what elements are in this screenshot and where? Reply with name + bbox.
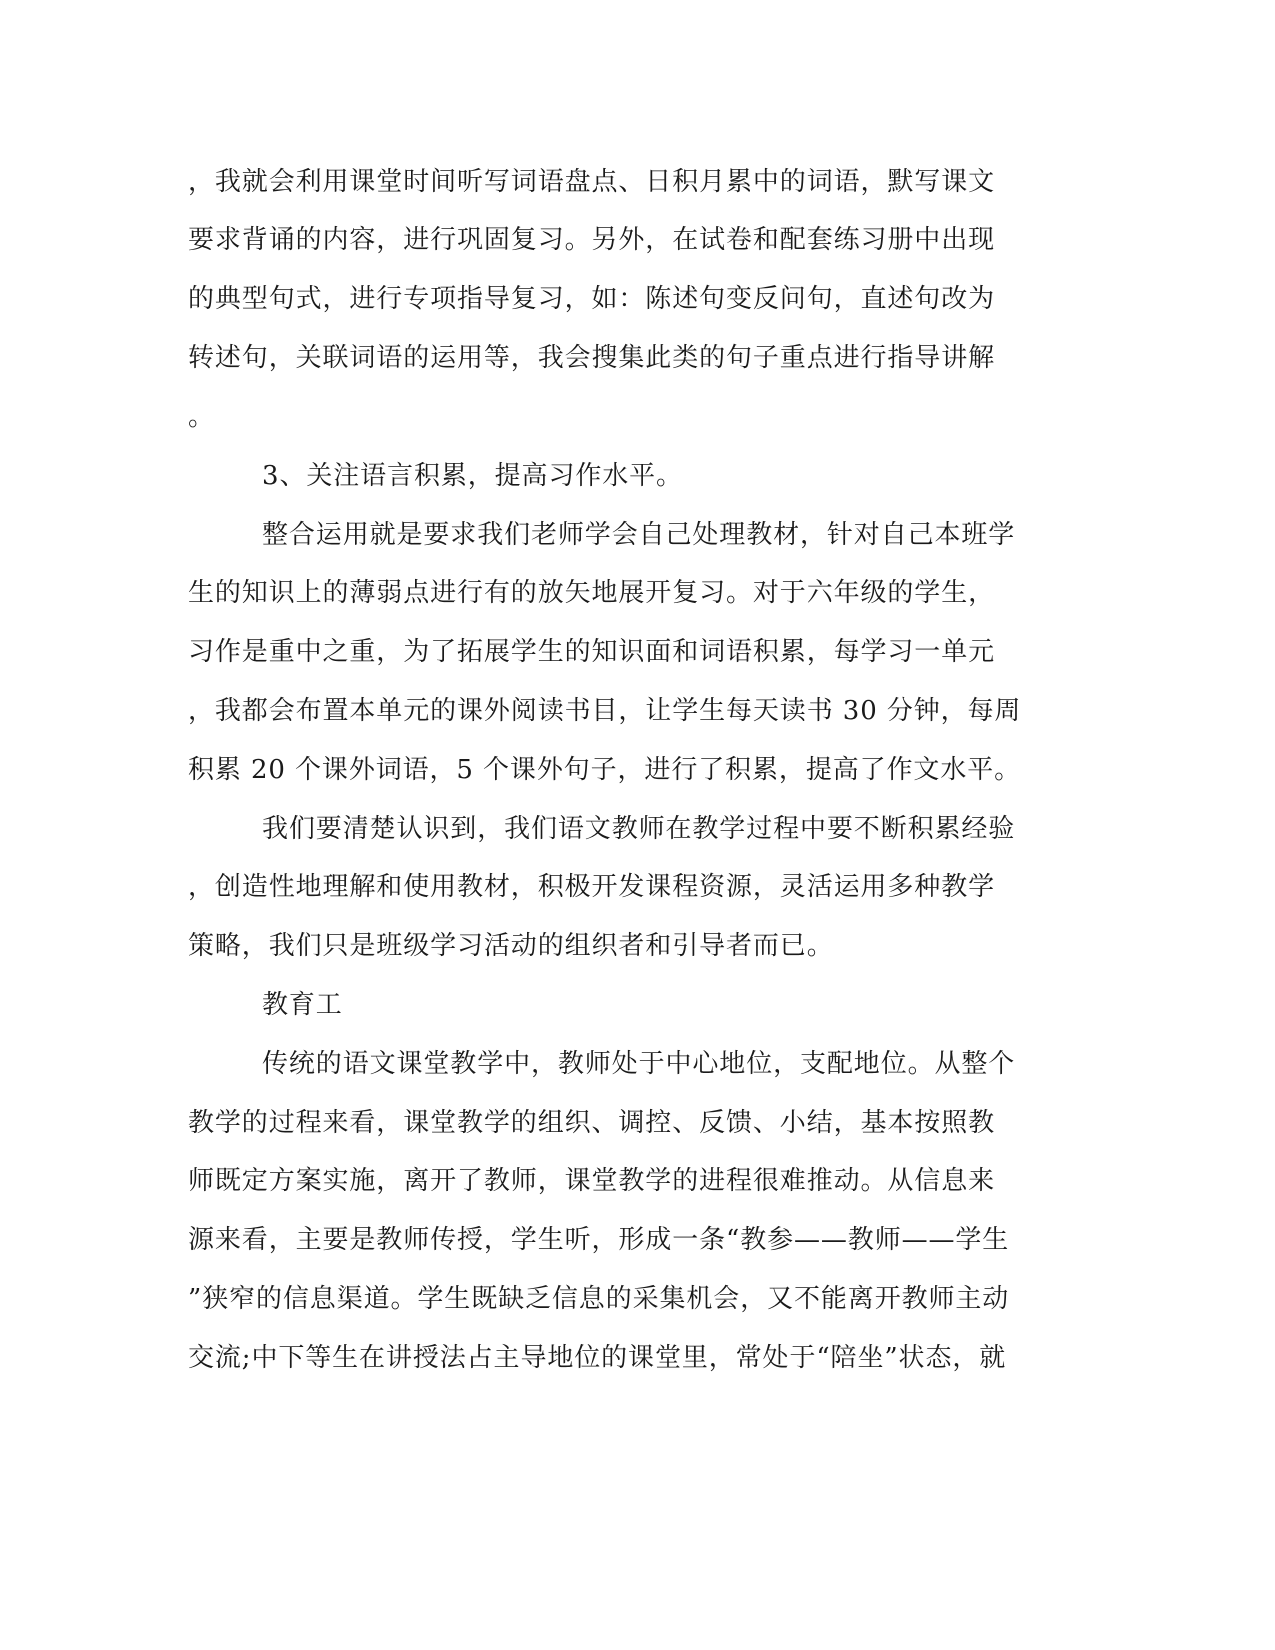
section-heading: 教育工	[262, 990, 343, 1020]
text-line: 源来看，主要是教师传授，学生听，形成一条“教参——教师——学生	[188, 1225, 1010, 1255]
text-line: 生的知识上的薄弱点进行有的放矢地展开复习。对于六年级的学生，	[188, 578, 996, 608]
text-line: 整合运用就是要求我们老师学会自己处理教材，针对自己本班学	[262, 520, 1016, 550]
text-line: 的典型句式，进行专项指导复习，如：陈述句变反问句，直述句改为	[188, 284, 996, 314]
text-line: ，我就会利用课堂时间听写词语盘点、日积月累中的词语，默写课文	[188, 167, 996, 197]
text-line: 我们要清楚认识到，我们语文教师在教学过程中要不断积累经验	[262, 814, 1016, 844]
text-line: 教学的过程来看，课堂教学的组织、调控、反馈、小结，基本按照教	[188, 1108, 996, 1138]
text-line: ，创造性地理解和使用教材，积极开发课程资源，灵活运用多种教学	[188, 872, 996, 902]
text-line: ，我都会布置本单元的课外阅读书目，让学生每天读书 30 分钟，每周	[188, 696, 1022, 726]
text-line: 交流;中下等生在讲授法占主导地位的课堂里，常处于“陪坐”状态，就	[188, 1343, 1007, 1373]
text-line: 习作是重中之重，为了拓展学生的知识面和词语积累，每学习一单元	[188, 637, 996, 667]
section-heading: 3、关注语言积累，提高习作水平。	[262, 461, 683, 491]
text-line: 要求背诵的内容，进行巩固复习。另外，在试卷和配套练习册中出现	[188, 225, 996, 255]
text-line: ”狭窄的信息渠道。学生既缺乏信息的采集机会，又不能离开教师主动	[188, 1284, 1010, 1314]
text-line: 积累 20 个课外词语，5 个课外句子，进行了积累，提高了作文水平。	[188, 755, 1022, 785]
text-line: 传统的语文课堂教学中，教师处于中心地位，支配地位。从整个	[262, 1049, 1016, 1079]
text-line: 。	[188, 402, 215, 432]
text-line: 师既定方案实施，离开了教师，课堂教学的进程很难推动。从信息来	[188, 1166, 996, 1196]
text-line: 转述句，关联词语的运用等，我会搜集此类的句子重点进行指导讲解	[188, 343, 996, 373]
text-line: 策略，我们只是班级学习活动的组织者和引导者而已。	[188, 931, 834, 961]
